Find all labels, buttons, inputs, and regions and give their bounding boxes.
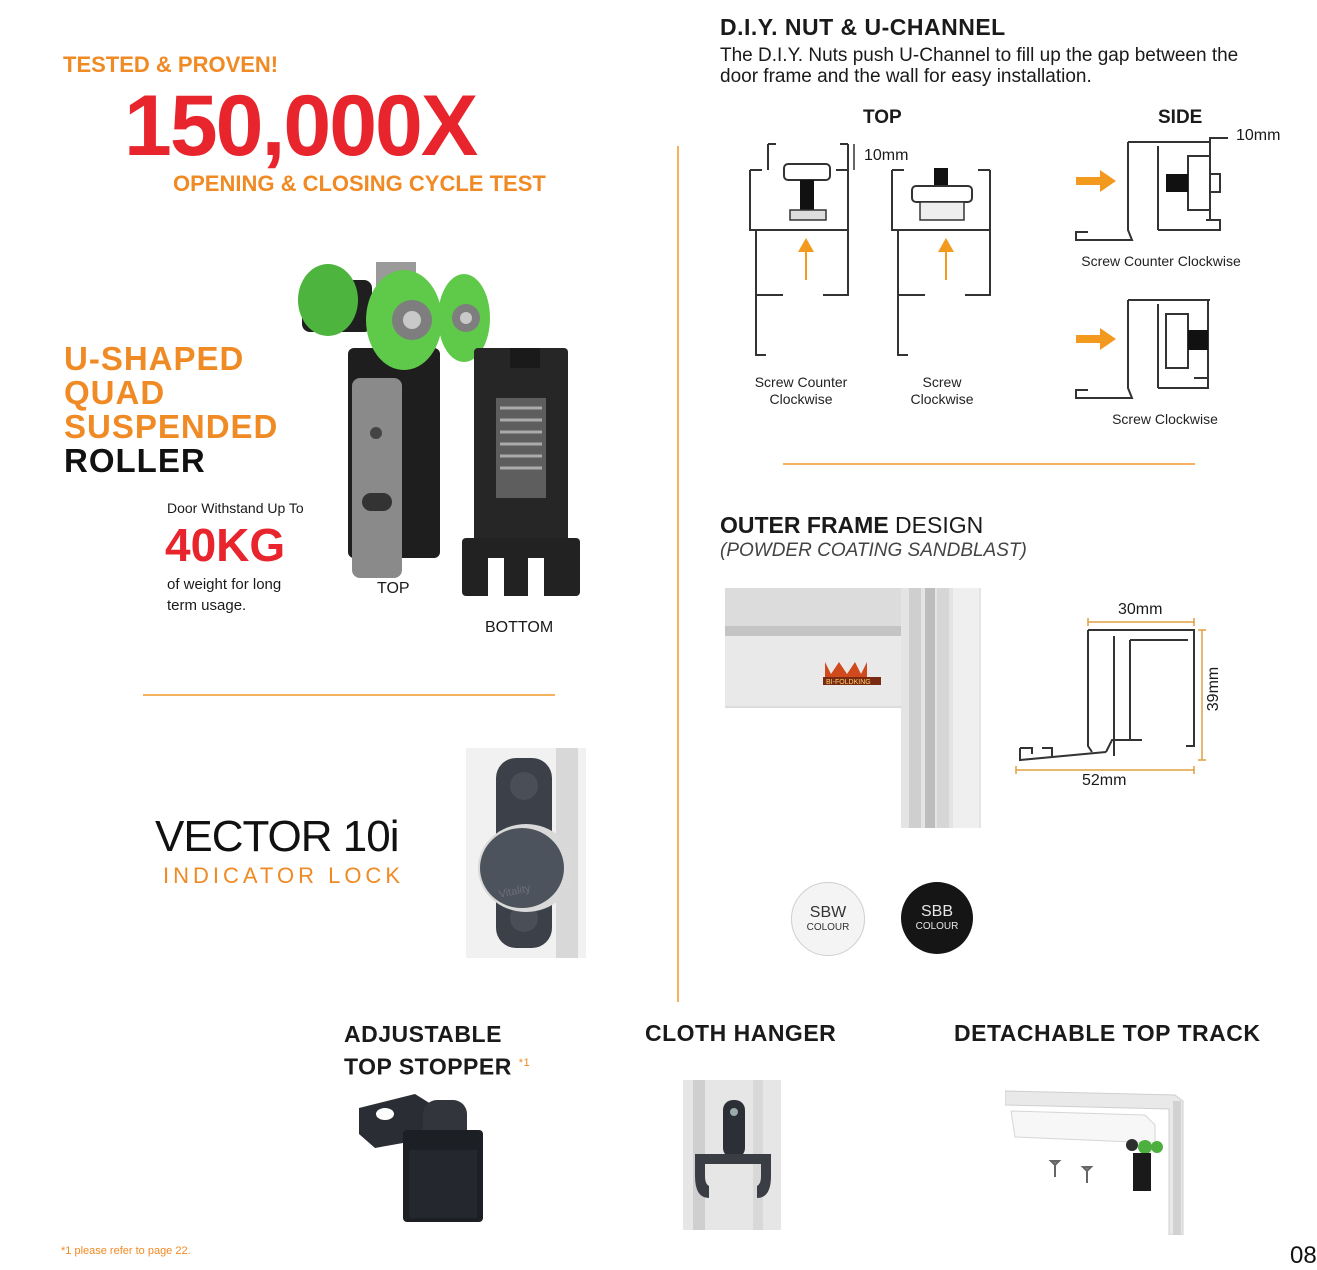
swatch-sbb xyxy=(901,882,973,954)
top-track-image xyxy=(1005,1085,1190,1235)
caption-ccw-line-2: Clockwise xyxy=(769,391,833,407)
outer-frame-title-rest: DESIGN xyxy=(888,512,984,538)
outer-frame-title xyxy=(720,512,983,539)
arrow-right-icon xyxy=(1076,328,1116,350)
roller-plate xyxy=(352,378,402,578)
diy-desc-line-2: door frame and the wall for easy installation. xyxy=(720,66,1092,87)
top-diagram-counter-clockwise xyxy=(750,144,848,355)
roller-top-label: TOP xyxy=(377,580,410,597)
dim-side: 39mm xyxy=(1205,666,1223,712)
roller-title-line-1: U-SHAPED xyxy=(64,340,245,377)
usage-line-2: term usage. xyxy=(167,597,247,614)
swatch-sbw-label: COLOUR xyxy=(806,922,850,933)
page-number: 08 xyxy=(1290,1242,1317,1269)
caption-counter-clockwise xyxy=(740,374,862,408)
weight-value: 40KG xyxy=(165,519,286,571)
cycle-count: 150,000X xyxy=(124,78,477,174)
cycle-test-subtitle: OPENING & CLOSING CYCLE TEST xyxy=(173,171,546,196)
diy-title: D.I.Y. NUT & U-CHANNEL xyxy=(720,14,1006,40)
side-diagram-top xyxy=(1070,134,1240,246)
withstand-label: Door Withstand Up To xyxy=(167,500,304,516)
wheel-left xyxy=(298,264,358,336)
caption-ccw-line-1: Screw Counter xyxy=(754,374,848,390)
roller-bottom-label: BOTTOM xyxy=(485,619,554,636)
hanger-title: CLOTH HANGER xyxy=(645,1020,837,1046)
frame-photo xyxy=(725,588,981,828)
diy-divider xyxy=(783,463,1195,465)
center-divider xyxy=(677,146,679,1002)
tested-kicker: TESTED & PROVEN! xyxy=(63,52,279,77)
stopper-title-line-1: ADJUSTABLE xyxy=(344,1021,502,1047)
cloth-hanger-image xyxy=(683,1080,781,1230)
diy-top-gap: 10mm xyxy=(864,147,909,164)
caption-clockwise xyxy=(882,374,1002,408)
diy-side-gap: 10mm xyxy=(1236,127,1281,144)
top-diagrams xyxy=(748,140,998,365)
track-title: DETACHABLE TOP TRACK xyxy=(954,1020,1261,1046)
stopper-title xyxy=(344,1020,530,1082)
diy-desc-line-1: The D.I.Y. Nuts push U-Channel to fill up the gap between the xyxy=(720,45,1239,66)
dim-bottom: 52mm xyxy=(1082,772,1127,789)
indicator-lock-image xyxy=(466,748,586,958)
lock-brand: Vitality xyxy=(497,882,532,901)
caption-cw-line-1: Screw xyxy=(922,374,962,390)
caption-side-counter-clockwise: Screw Counter Clockwise xyxy=(1081,253,1241,269)
outer-frame-title-bold: OUTER FRAME xyxy=(720,512,889,538)
diy-top-label: TOP xyxy=(863,107,902,128)
vector-subtitle: INDICATOR LOCK xyxy=(163,863,404,888)
footnote: *1 please refer to page 22. xyxy=(61,1245,191,1257)
dim-top: 30mm xyxy=(1118,601,1163,618)
swatch-sbw xyxy=(791,882,865,956)
roller-title-line-3: SUSPENDED xyxy=(64,408,279,445)
diy-side-label: SIDE xyxy=(1158,107,1203,128)
track-roller-wheel xyxy=(1138,1140,1152,1154)
side-diagram-bottom xyxy=(1070,292,1240,404)
stopper-note: *1 xyxy=(518,1057,531,1069)
top-stopper-image xyxy=(355,1090,485,1225)
stopper-title-line-2 xyxy=(344,1049,530,1082)
swatch-sbw-code: SBW xyxy=(809,904,847,921)
roller-title xyxy=(64,342,278,478)
stopper-title-line-2-text: TOP STOPPER xyxy=(344,1053,512,1080)
roller-title-line-2: QUAD xyxy=(64,374,166,411)
vector-title: VECTOR 10i xyxy=(155,812,399,861)
frame-profile-drawing xyxy=(1012,600,1232,780)
swatch-sbb-label: COLOUR xyxy=(915,921,959,932)
roller-image xyxy=(296,258,586,606)
top-diagram-clockwise xyxy=(892,168,990,355)
usage-line-1: of weight for long xyxy=(167,576,282,593)
caption-cw-line-2: Clockwise xyxy=(910,391,974,407)
outer-frame-subtitle: (POWDER COATING SANDBLAST) xyxy=(720,540,1027,561)
roller-title-line-4: ROLLER xyxy=(64,442,206,479)
swatch-sbb-code: SBB xyxy=(920,903,953,920)
caption-side-clockwise: Screw Clockwise xyxy=(1112,411,1218,427)
left-divider xyxy=(143,694,555,696)
bi-foldking-logo-text: BI-FOLDKING xyxy=(826,679,871,686)
arrow-right-icon xyxy=(1076,170,1116,192)
